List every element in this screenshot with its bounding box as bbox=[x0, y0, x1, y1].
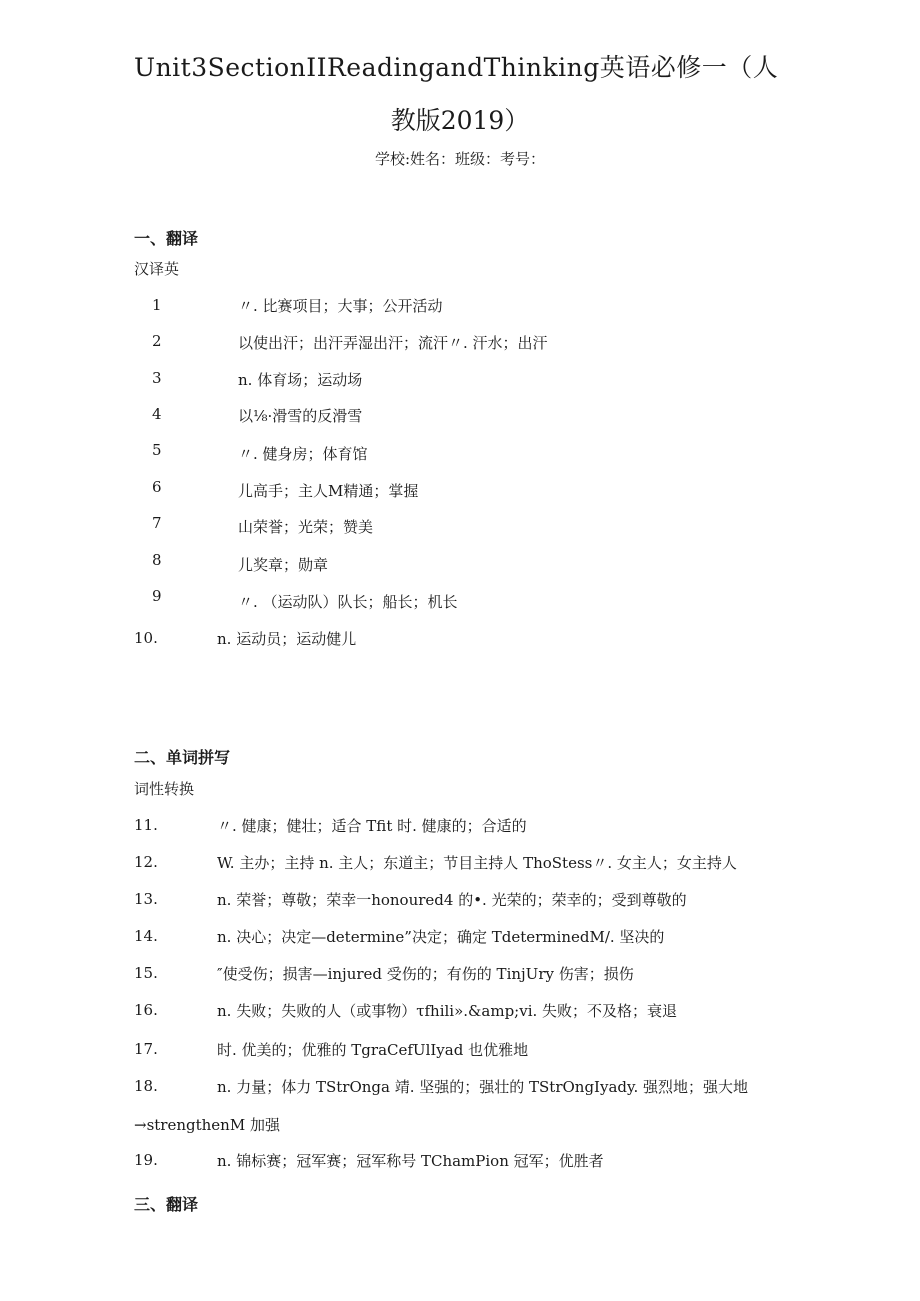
section1-heading: 一、翻译 bbox=[134, 229, 199, 248]
item-text: n. 失败；失败的人（或事物）τfhili».&amp;vi. 失败；不及格；衰退 bbox=[217, 1002, 678, 1020]
item-number: 16. bbox=[134, 1001, 158, 1019]
item-text: W. 主办；主持 n. 主人；东道主；节目主持人 ThoStess〃. 女主人；女主持人 bbox=[217, 854, 737, 872]
item-number: 5 bbox=[152, 441, 162, 459]
item-number: 11. bbox=[134, 816, 158, 834]
item-number: 12. bbox=[134, 853, 158, 871]
item-text: ″使受伤；损害—injured 受伤的；有伤的 TinjUry 伤害；损伤 bbox=[217, 965, 634, 983]
item-number: 17. bbox=[134, 1040, 158, 1058]
item-number: 2 bbox=[152, 332, 162, 350]
item-text: 山荣誉；光荣；赞美 bbox=[238, 518, 374, 536]
item-text: n. 力量；体力 TStrOnga 靖. 坚强的；强壮的 TStrOngIyady. 强烈地；强大地 bbox=[217, 1078, 749, 1096]
item-continuation: →strengthenM 加强 bbox=[134, 1116, 280, 1134]
item-text: 以使出汗；出汗弄湿出汗；流汗〃. 汗水；出汗 bbox=[238, 334, 548, 352]
item-text: 〃. 健身房；体育馆 bbox=[238, 445, 368, 463]
item-number: 8 bbox=[152, 551, 162, 569]
item-number: 3 bbox=[152, 369, 162, 387]
item-number: 13. bbox=[134, 890, 158, 908]
item-number: 18. bbox=[134, 1077, 158, 1095]
document-title-line1: Unit3SectionIIReadingandThinking英语必修一（人 bbox=[134, 53, 779, 82]
item-text: 〃. 健康；健壮；适合 Tfit 时. 健康的；合适的 bbox=[217, 817, 527, 835]
item-number: 9 bbox=[152, 587, 162, 605]
item-number: 14. bbox=[134, 927, 158, 945]
item-text: n. 决心；决定—determine”决定；确定 TdeterminedM/. 坚决的 bbox=[217, 928, 665, 946]
document-title-line2: 教版2019） bbox=[390, 106, 530, 135]
item-number: 4 bbox=[152, 405, 162, 423]
section2-heading: 二、单词拼写 bbox=[134, 748, 231, 767]
item-number: 7 bbox=[152, 514, 162, 532]
item-text: n. 运动员；运动健儿 bbox=[217, 630, 357, 648]
item-text: 儿奖章；勋章 bbox=[238, 556, 329, 574]
item-number: 19. bbox=[134, 1151, 158, 1169]
item-number: 15. bbox=[134, 964, 158, 982]
item-number: 1 bbox=[152, 296, 162, 314]
item-text: 以⅛·滑雪的反滑雪 bbox=[238, 407, 363, 425]
item-text: 〃. 比赛项目；大事；公开活动 bbox=[238, 297, 443, 315]
section2-subheading: 词性转换 bbox=[134, 780, 195, 798]
item-number: 10. bbox=[134, 629, 158, 647]
section3-heading: 三、翻译 bbox=[134, 1195, 199, 1214]
item-text: 儿高手；主人M精通；掌握 bbox=[238, 482, 419, 500]
section1-subheading: 汉译英 bbox=[134, 260, 180, 278]
student-info-line: 学校:姓名：班级：考号： bbox=[374, 150, 546, 168]
item-text: n. 锦标赛；冠军赛；冠军称号 TChamPion 冠军；优胜者 bbox=[217, 1152, 604, 1170]
item-text: n. 荣誉；尊敬；荣幸一honoured4 的•. 光荣的；荣幸的；受到尊敬的 bbox=[217, 891, 687, 909]
item-number: 6 bbox=[152, 478, 162, 496]
item-text: 时. 优美的；优雅的 TgraCefUlIyad 也优雅地 bbox=[217, 1041, 529, 1059]
item-text: 〃. （运动队）队长；船长；机长 bbox=[238, 593, 458, 611]
item-text: n. 体育场；运动场 bbox=[238, 371, 363, 389]
